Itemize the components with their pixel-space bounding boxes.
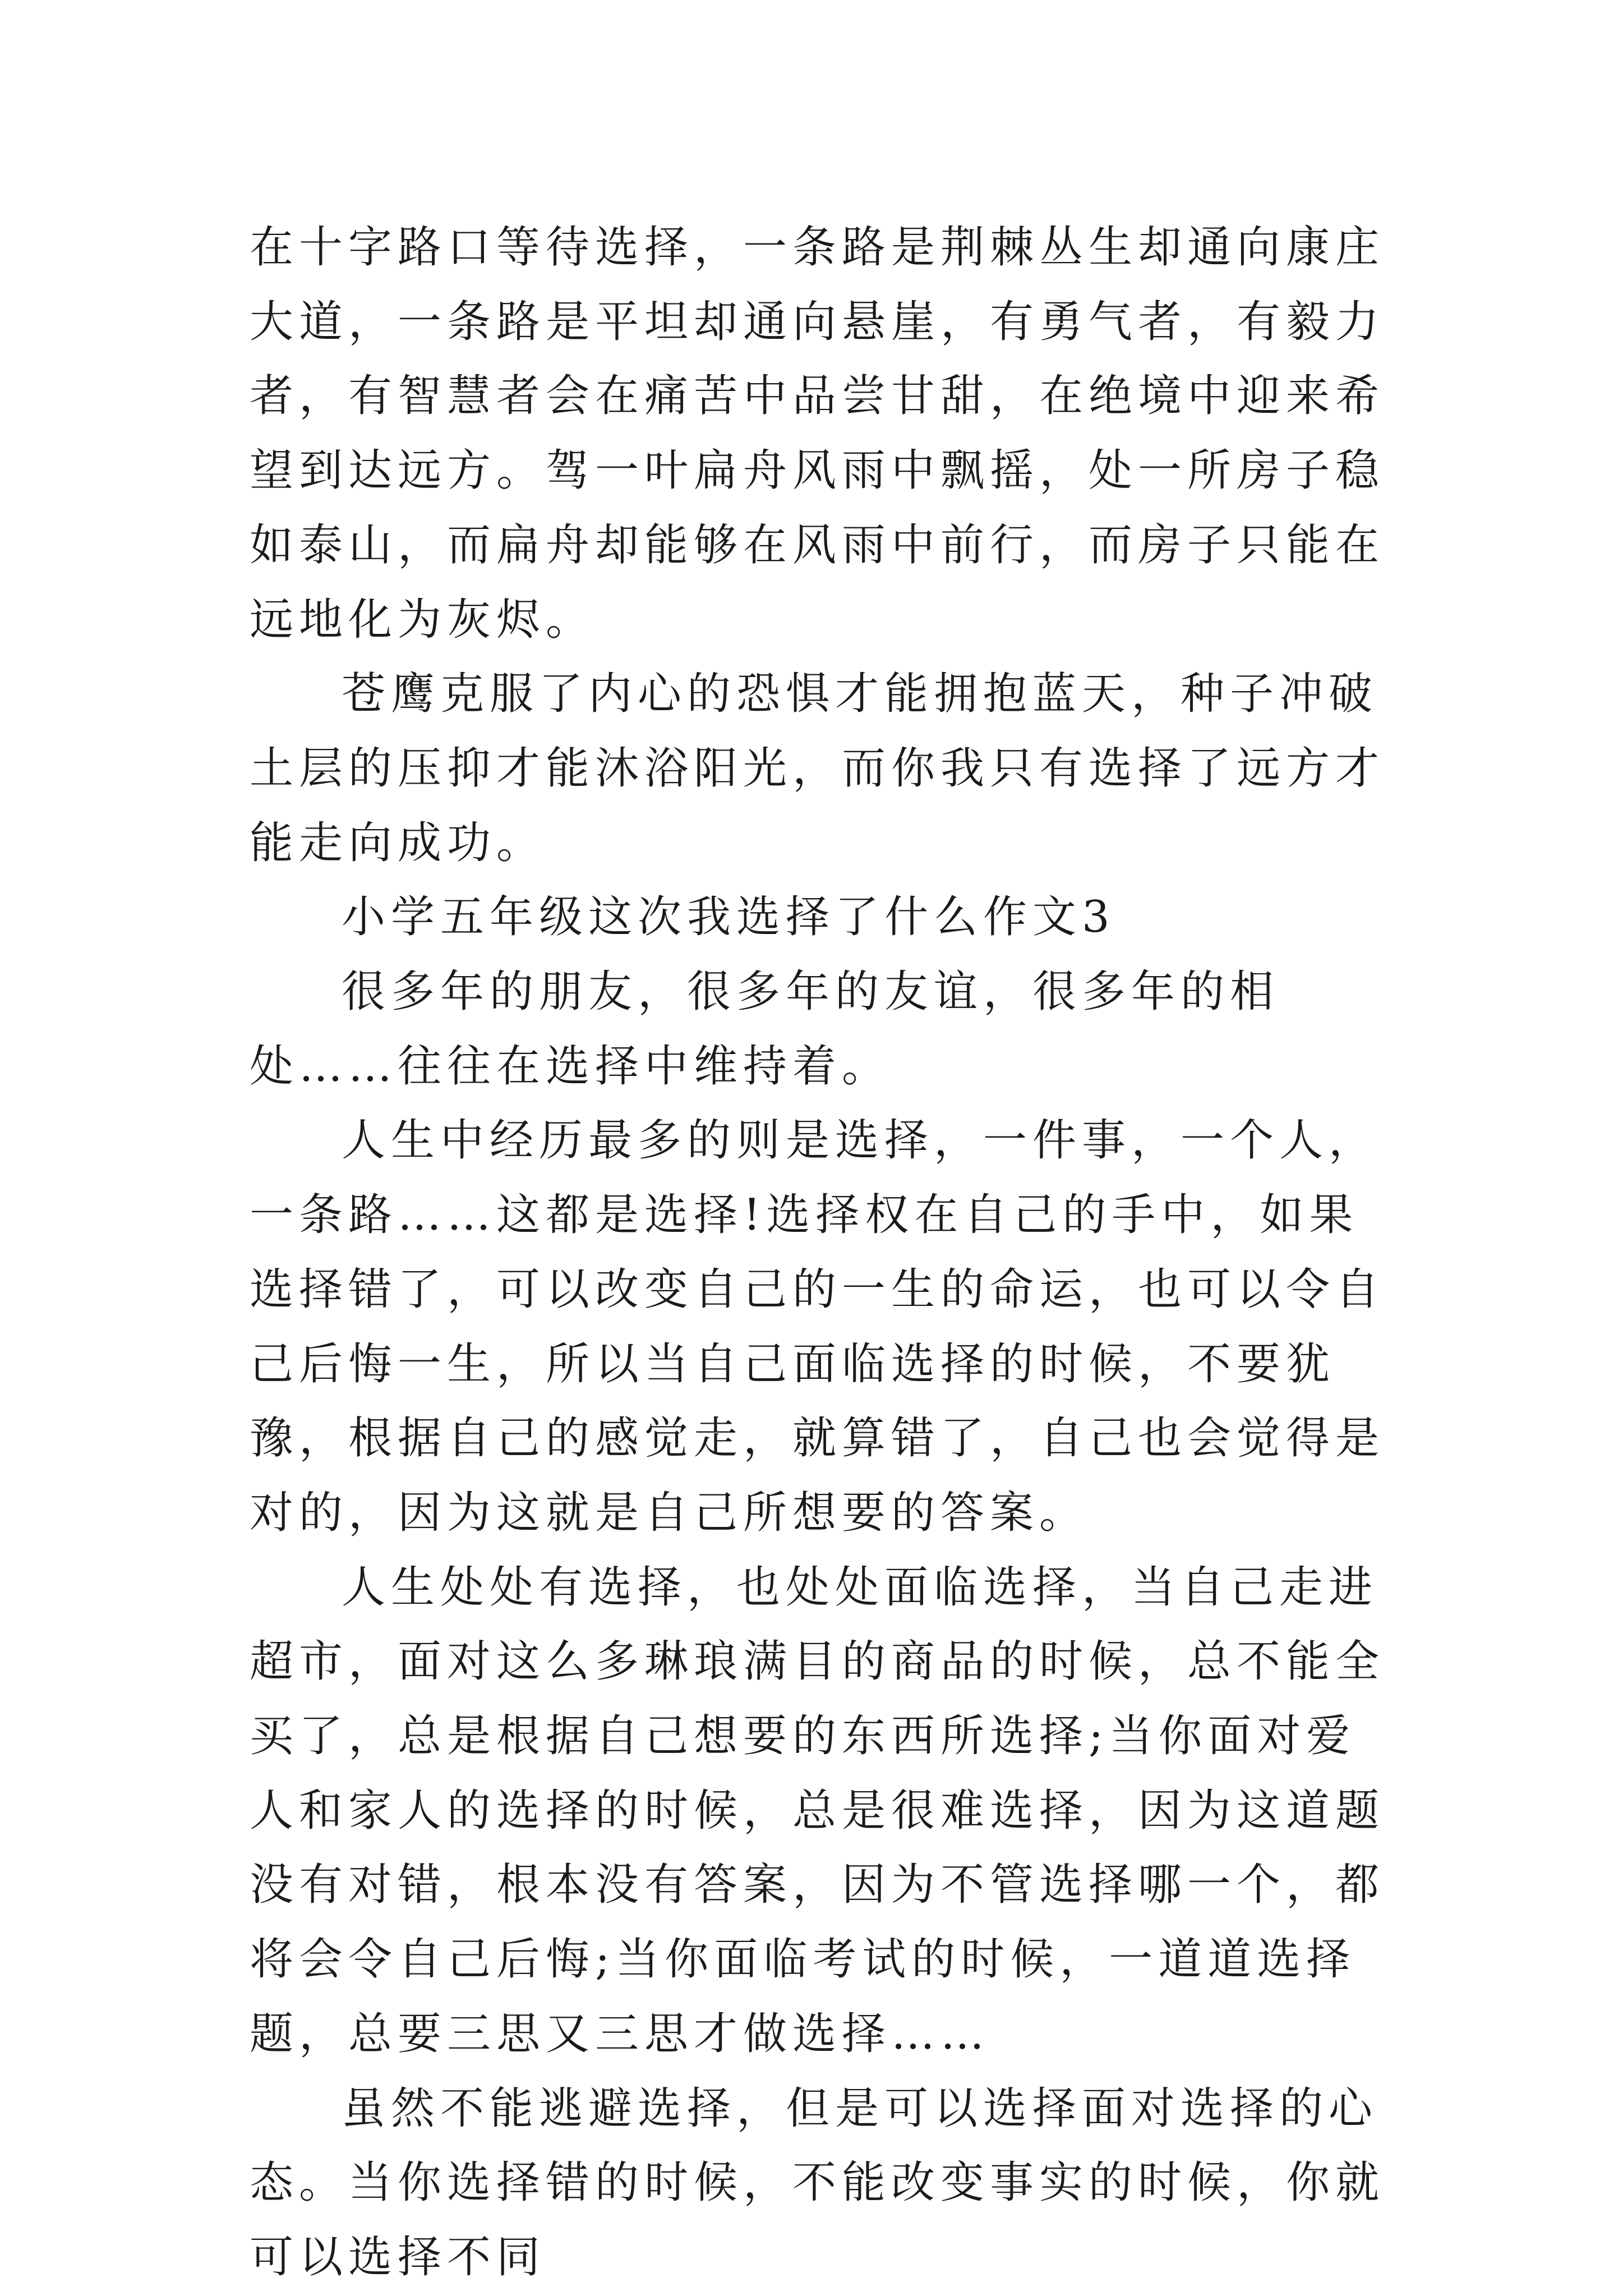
paragraph-eagle: 苍鹰克服了内心的恐惧才能拥抱蓝天，种子冲破土层的压抑才能沐浴阳光，而你我只有选择了远方才能走向成功。 [250,669,1385,868]
paragraph-mindset: 虽然不能逃避选择，但是可以选择面对选择的心态。当你选择错的时候，不能改变事实的时候，你就可以选择不同 [250,2083,1385,2283]
paragraph-friendship: 很多年的朋友，很多年的友谊，很多年的相处……往往在选择中维持着。 [250,967,1280,1092]
paragraph-everywhere-choices: 人生处处有选择，也处处面临选择，当自己走进超市，面对这么多琳琅满目的商品的时候，总不能全买了，总是根据自己想要的东西所选择;当你面对爱人和家人的选择的时候，总是很难选择，因为这道题没有对错，根本没有答案，因为不管选择哪一个，都将会令自己后悔;当你面临考试的时候，一道道选择题，总要三思又三思才做选择…… [250,1562,1385,2059]
paragraph-life-choices: 人生中经历最多的则是选择，一件事，一个人，一条路……这都是选择!选择权在自己的手中，如果选择错了，可以改变自己的一生的命运，也可以令自己后悔一生，所以当自己面临选择的时候，不要犹豫，根据自己的感觉走，就算错了，自己也会觉得是对的，因为这就是自己所想要的答案。 [250,1115,1385,1538]
essay-body [250,210,1399,2295]
paragraph-continuation: 在十字路口等待选择，一条路是荆棘丛生却通向康庄大道，一条路是平坦却通向悬崖，有勇气者，有毅力者，有智慧者会在痛苦中品尝甘甜，在绝境中迎来希望到达远方。驾一叶扁舟风雨中飘摇，处一所房子稳如泰山，而扁舟却能够在风雨中前行，而房子只能在远地化为灰烬。 [250,222,1385,645]
essay-title-3: 小学五年级这次我选择了什么作文3 [342,892,1115,943]
